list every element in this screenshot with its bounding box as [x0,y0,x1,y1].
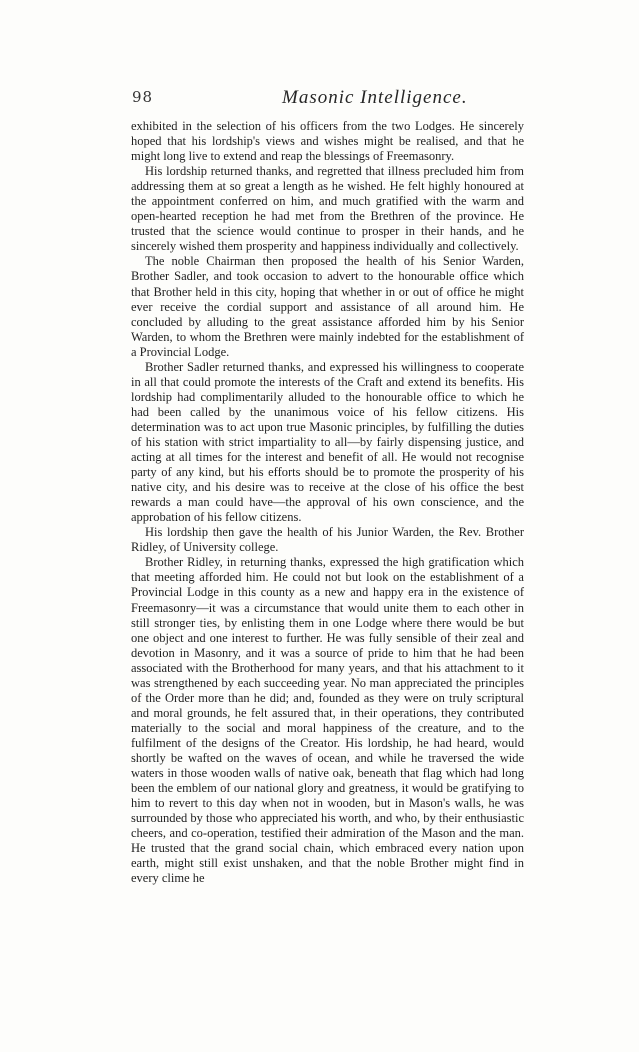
paragraph: His lordship then gave the health of his Junior Warden, the Rev. Brother Ridley, of University college. [131,525,524,555]
article-body [131,119,524,886]
page-number: 98 [132,88,154,106]
page-header [132,88,512,112]
running-title: Masonic Intelligence. [282,87,468,108]
paragraph: His lordship returned thanks, and regretted that illness precluded him from addressing them at so great a length as he wished. He felt highly honoured at the appointment conferred on him, and much gratified with the warm and open-hearted reception he had met from the Brethren of the province. He trusted that the science would continue to prosper in their hands, and he sincerely wished them prosperity and happiness individually and collectively. [131,164,524,254]
paragraph: Brother Ridley, in returning thanks, expressed the high gratification which that meeting afforded him. He could not but look on the establishment of a Provincial Lodge in this county as a new and happy era in the existence of Freemasonry—it was a circumstance that would unite them to each other in still stronger ties, by enlisting them in one Lodge where there would be but one object and one interest to further. He was fully sensible of their zeal and devotion in Masonry, and it was a source of pride to him that he had been associated with the Brotherhood for many years, and that his attachment to it was strengthened by each succeeding year. No man appreciated the principles of the Order more than he did; and, founded as they were on truly scriptural and moral grounds, he felt assured that, in their operations, they contributed materially to the social and moral happiness of the creature, and to the fulfilment of the designs of the Creator. His lordship, he had heard, would shortly be wafted on the waves of ocean, and while he traversed the wide waters in those wooden walls of native oak, beneath that flag which had long been the emblem of our national glory and greatness, it would be gratifying to him to revert to this day when not in wooden, but in Mason's walls, he was surrounded by those who appreciated his worth, and who, by their enthusiastic cheers, and co-operation, testified their admiration of the Mason and the man. He trusted that the grand social chain, which embraced every nation upon earth, might still exist unshaken, and that the noble Brother might find in every clime he [131,555,524,886]
paragraph: Brother Sadler returned thanks, and expressed his willingness to cooperate in all that could promote the interests of the Craft and extend its benefits. His lordship had complimentarily alluded to the honourable office to which he had been called by the unanimous voice of his fellow citizens. His determination was to act upon true Masonic principles, by fulfilling the duties of his station with strict impartiality to all—by fairly dispensing justice, and acting at all times for the interest and benefit of all. He would not recognise party of any kind, but his efforts should be to promote the prosperity of his native city, and his desire was to receive at the close of his office the best rewards a man could have—the approval of his own conscience, and the approbation of his fellow citizens. [131,359,524,525]
paragraph: The noble Chairman then proposed the health of his Senior Warden, Brother Sadler, and took occasion to advert to the honourable office which that Brother held in this city, hoping that whether in or out of office he might ever receive the cordial support and assistance of all around him. He concluded by alluding to the great assistance afforded him by his Senior Warden, to whom the Brethren were mainly indebted for the establishment of a Provincial Lodge. [131,254,524,359]
paragraph: exhibited in the selection of his officers from the two Lodges. He sincerely hoped that his lordship's views and wishes might be realised, and that he might long live to extend and reap the blessings of Freemasonry. [131,119,524,164]
